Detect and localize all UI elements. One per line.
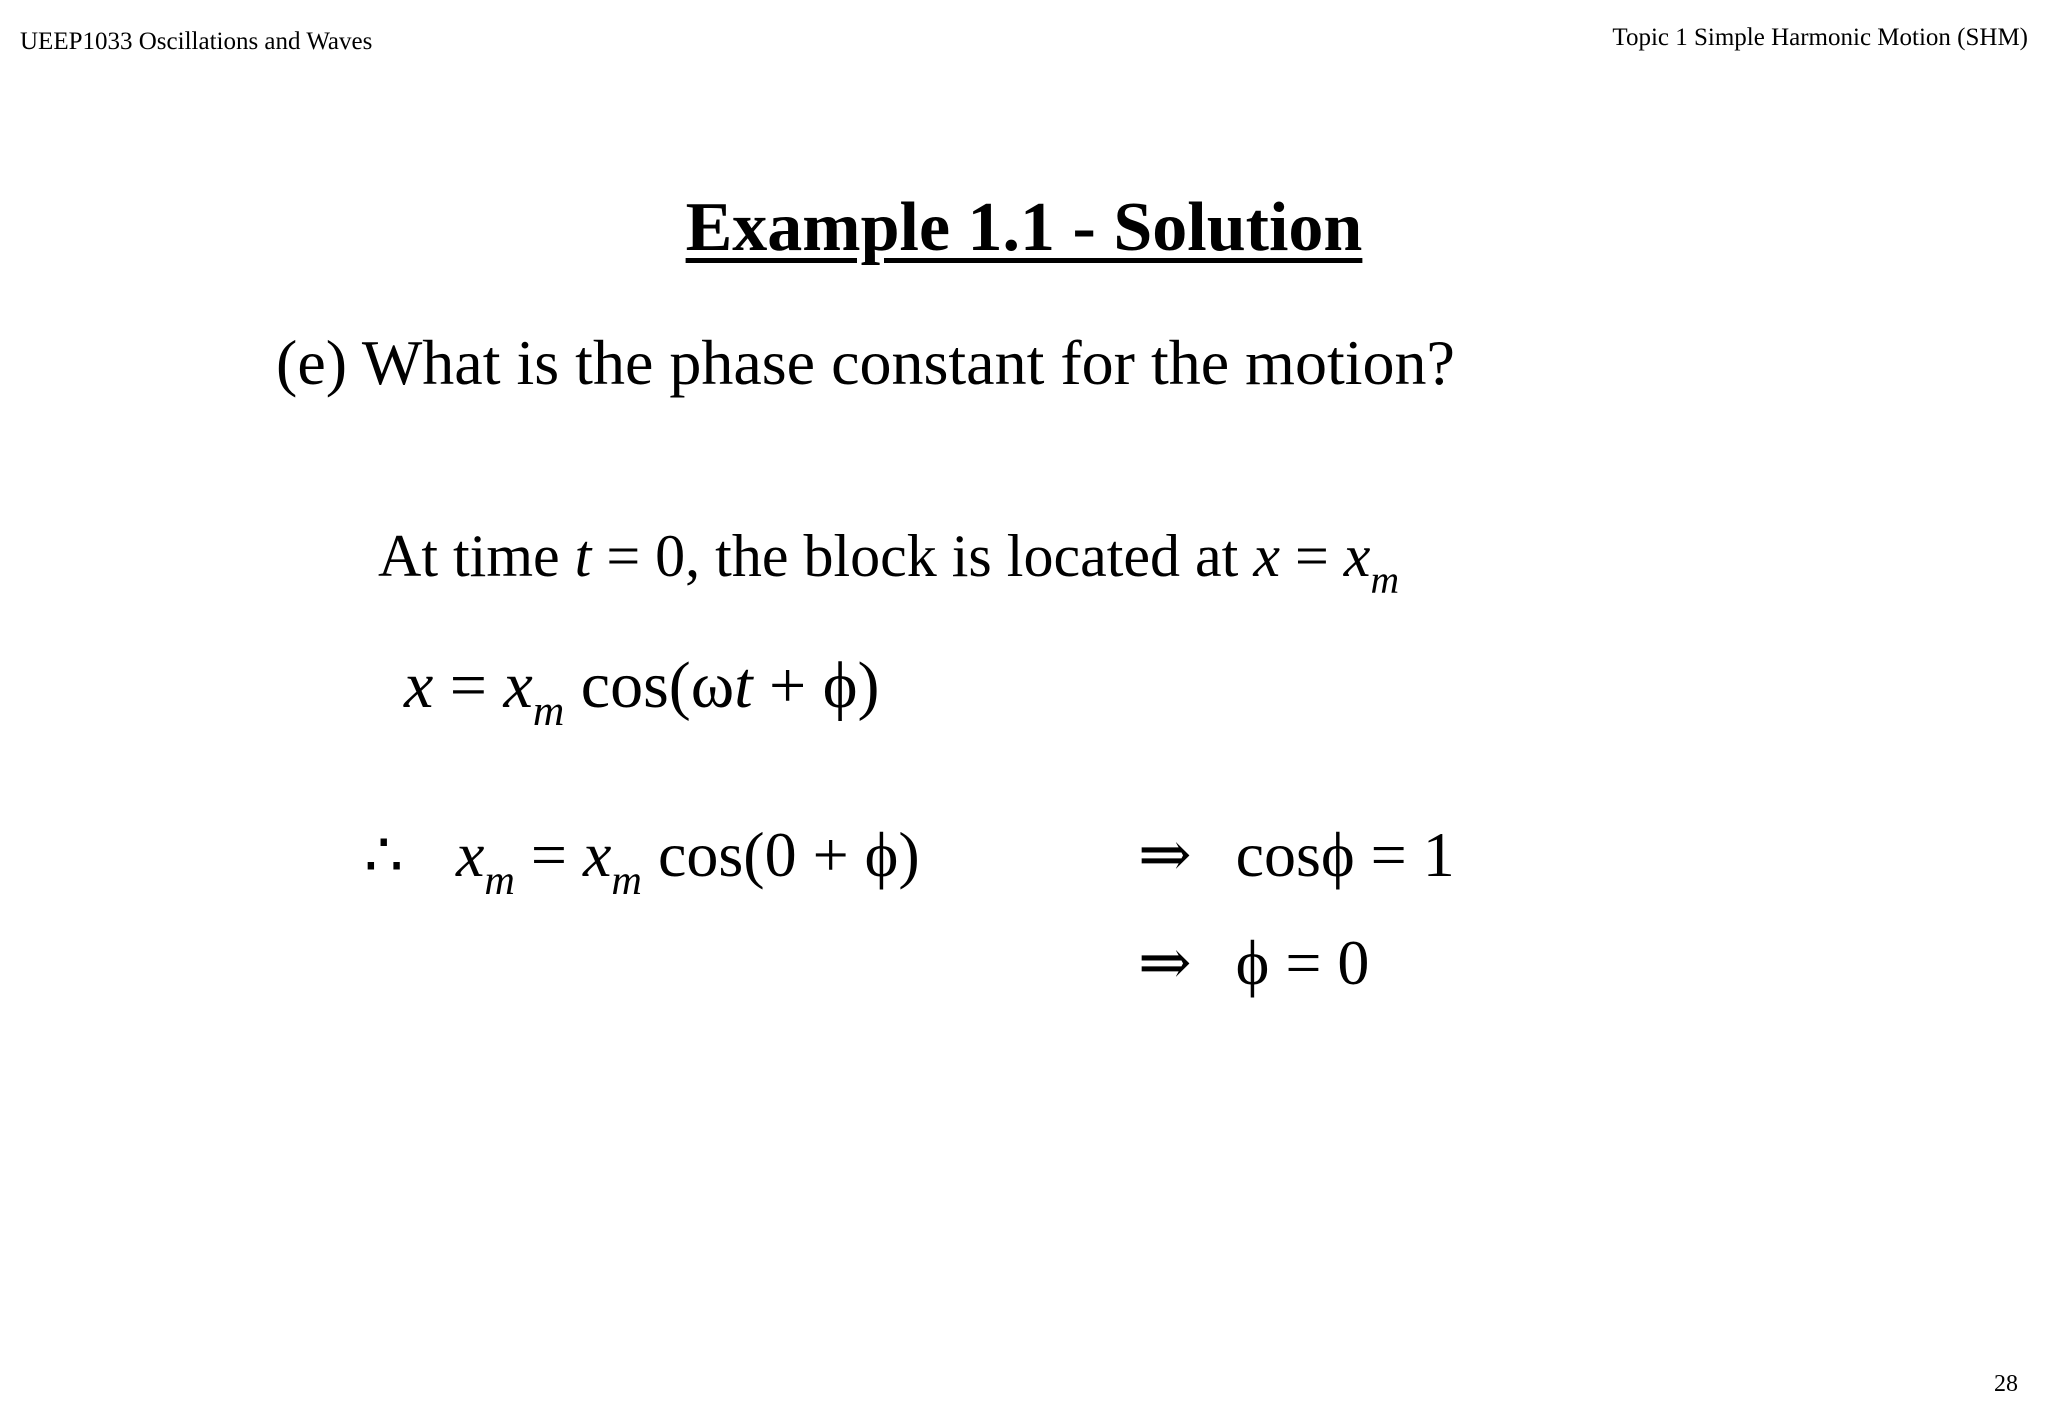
eq2-rhs-subscript: m (611, 856, 642, 904)
therefore-symbol: ∴ (364, 822, 404, 890)
topic-header: Topic 1 Simple Harmonic Motion (SHM) (1612, 24, 2028, 51)
statement-var-xm-subscript: m (1370, 557, 1400, 602)
statement-var-x: x (1253, 523, 1280, 589)
equation-position (404, 648, 880, 736)
eq2-equals: = (514, 819, 584, 890)
eq2-lhs-subscript: m (484, 856, 515, 904)
eq1-equals: = (433, 649, 504, 722)
equation-substitution (456, 818, 920, 904)
eq1-rhs-subscript: m (532, 687, 565, 736)
implies-arrow: ⇒ (1138, 927, 1192, 998)
eq3-text: cosϕ = 1 (1235, 819, 1455, 890)
initial-condition-statement (378, 522, 1400, 602)
eq2-tail: cos(0 + ϕ) (641, 819, 920, 890)
eq1-tail: + ϕ) (752, 649, 880, 722)
question-text: (e) What is the phase constant for the motion? (276, 327, 1455, 398)
eq2-lhs-base: x (456, 819, 485, 890)
statement-var-t: t (574, 523, 592, 589)
eq1-func: cos(ω (564, 649, 735, 722)
equation-cos-phi (1138, 818, 1455, 892)
eq1-lhs: x (404, 649, 434, 722)
statement-middle: = 0, the block is located at (591, 523, 1254, 589)
implies-arrow: ⇒ (1138, 819, 1192, 890)
course-header: UEEP1033 Oscillations and Waves (20, 28, 373, 55)
statement-equals: = (1279, 523, 1344, 589)
equation-phi-result (1138, 926, 1369, 1000)
eq4-text: ϕ = 0 (1235, 927, 1370, 998)
statement-prefix: At time (378, 523, 575, 589)
eq1-t: t (734, 649, 753, 722)
statement-var-xm: x (1343, 523, 1371, 589)
eq2-rhs-base: x (583, 819, 612, 890)
page-number: 28 (1994, 1371, 2018, 1397)
eq1-rhs-base: x (503, 649, 533, 722)
slide-title: Example 1.1 - Solution (685, 189, 1363, 266)
